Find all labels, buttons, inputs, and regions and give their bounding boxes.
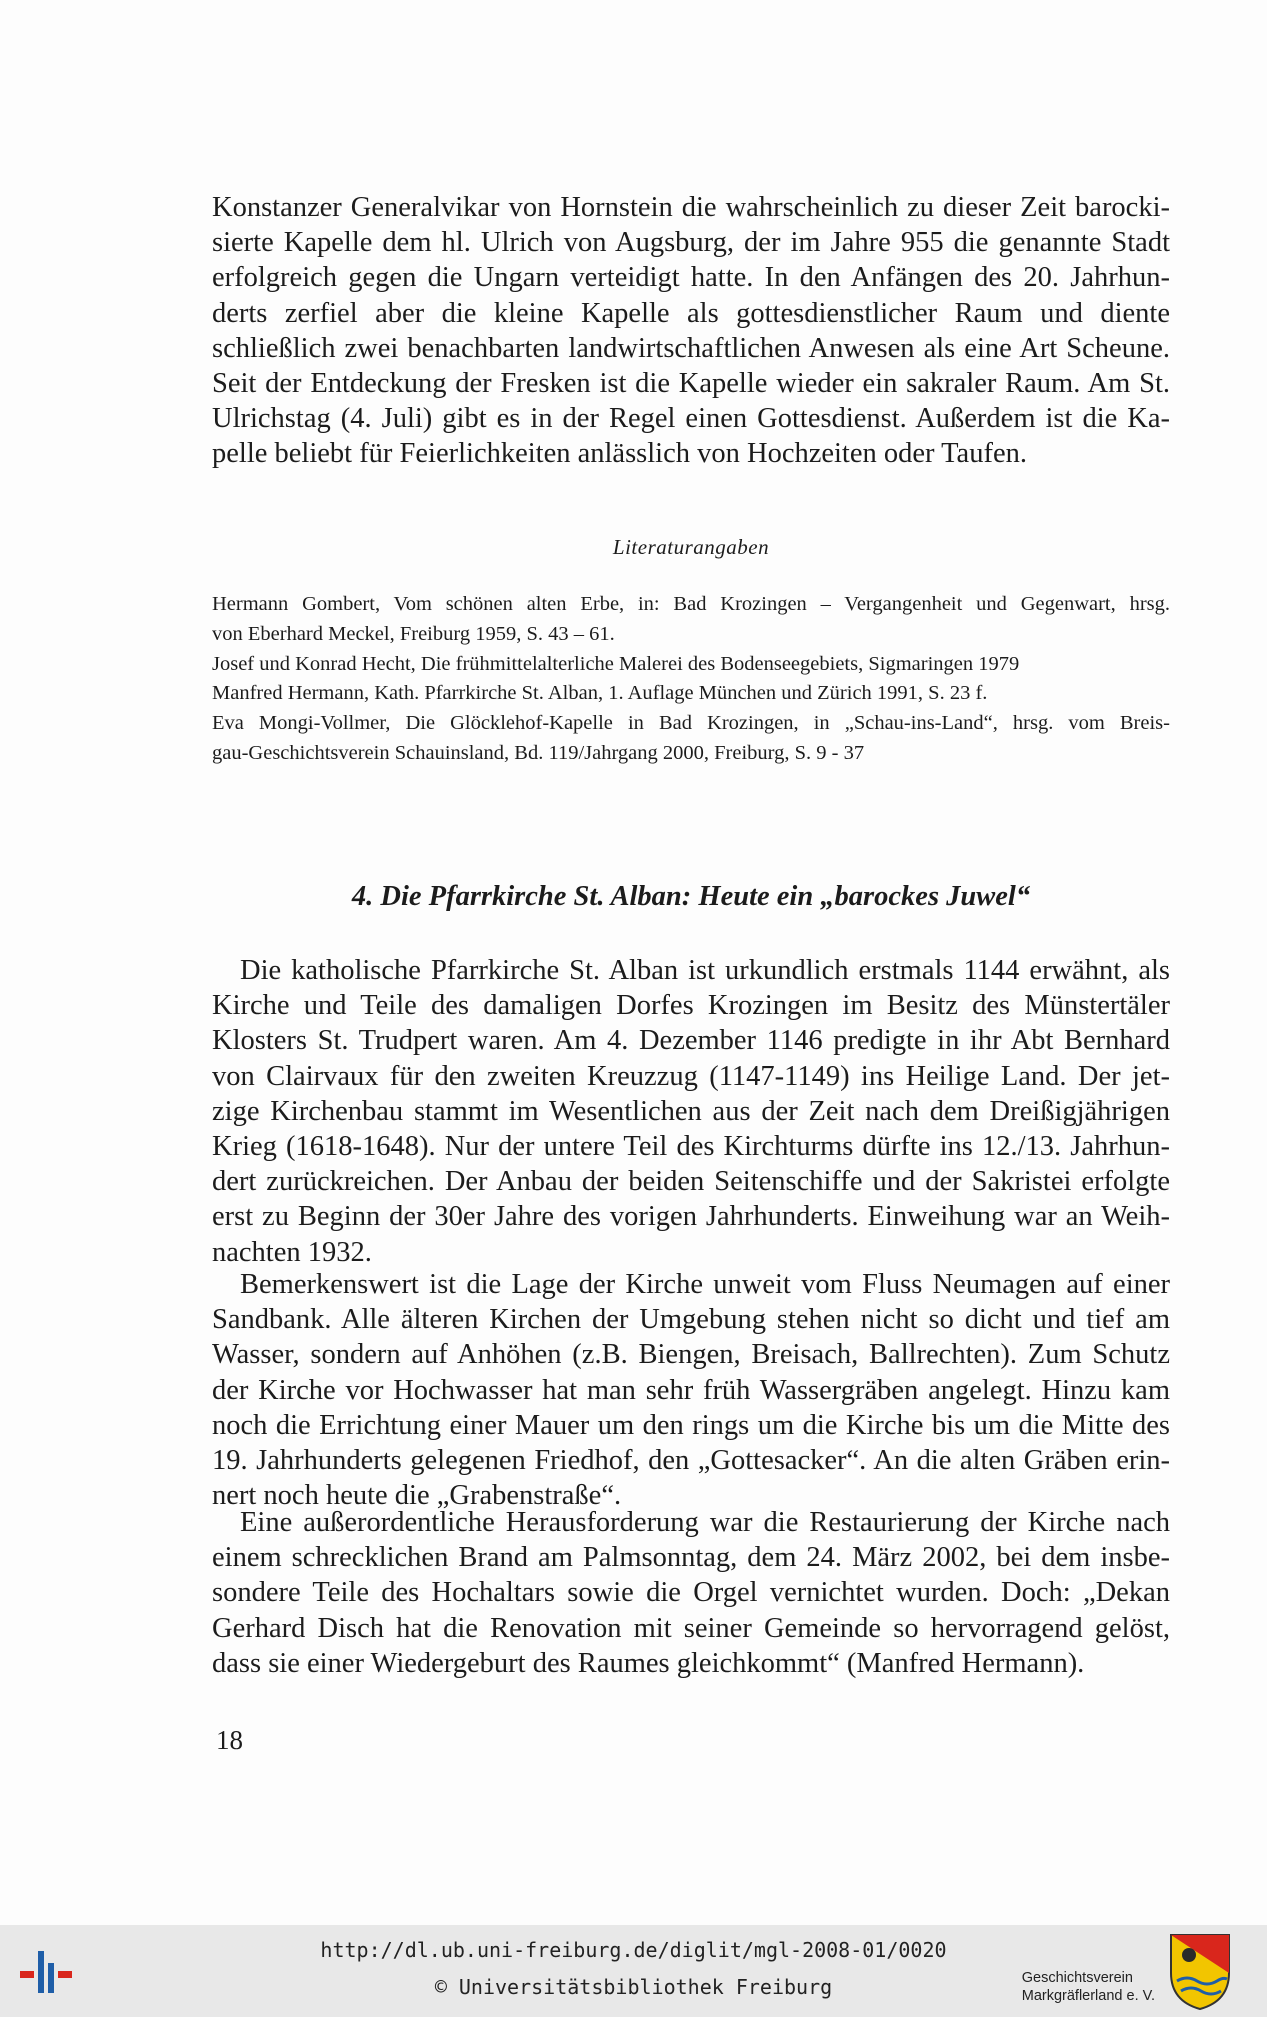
footer-url-link[interactable]: http://dl.ub.uni-freiburg.de/diglit/mgl-2008-01/0020	[320, 1938, 947, 1962]
text-line: Bemerkenswert ist die Lage der Kirche unweit vom Fluss Neumagen auf einer	[240, 1269, 1170, 1300]
coat-of-arms-icon	[1167, 1931, 1233, 2011]
text-line: derts zerfiel aber die kleine Kapelle als gottesdienstlicher Raum und diente	[212, 297, 1170, 329]
text-line: dert zurückreichen. Der Anbau der beiden Seitenschiffe und der Sakristei erfolgte	[212, 1166, 1170, 1198]
text-line: von Clairvaux für den zweiten Kreuzzug (1147-1149) ins Heilige Land. Der jet-	[212, 1060, 1170, 1092]
text-line: dass sie einer Wiedergeburt des Raumes gleichkommt“ (Manfred Hermann).	[212, 1647, 1085, 1679]
text-line: einem schrecklichen Brand am Palmsonntag, dem 24. März 2002, bei dem insbe-	[212, 1542, 1170, 1574]
text-line: nachten 1932.	[212, 1236, 372, 1268]
literature-entry: Josef und Konrad Hecht, Die frühmittelalterliche Malerei des Bodenseegebiets, Sigmaringen 1979	[212, 652, 1020, 675]
text-line: schließlich zwei benachbarten landwirtschaftlichen Anwesen als eine Art Scheune.	[212, 332, 1170, 364]
literature-entry: Eva Mongi-Vollmer, Die Glöcklehof-Kapelle in Bad Krozingen, in „Schau-ins-Land“, hrsg. vom Breis-	[212, 712, 1170, 735]
paragraph-restoration	[212, 1505, 1170, 1681]
literature-entry: von Eberhard Meckel, Freiburg 1959, S. 43 – 61.	[212, 622, 615, 645]
section-title: 4. Die Pfarrkirche St. Alban: Heute ein „barockes Juwel“	[351, 881, 1031, 912]
text-line: Die katholische Pfarrkirche St. Alban ist urkundlich erstmals 1144 erwähnt, als	[240, 955, 1170, 986]
society-line: Markgräflerland e. V.	[1021, 1988, 1155, 2004]
text-line: Gerhard Disch hat die Renovation mit seiner Gemeinde so hervorragend gelöst,	[212, 1612, 1170, 1644]
text-line: Ulrichstag (4. Juli) gibt es in der Regel einen Gottesdienst. Außerdem ist die Ka-	[212, 403, 1170, 435]
text-line: Krieg (1618-1648). Nur der untere Teil des Kirchturms dürfte ins 12./13. Jahrhun-	[212, 1131, 1170, 1163]
text-line: Sandbank. Alle älteren Kirchen der Umgebung stehen nicht so dicht und tief am	[212, 1304, 1170, 1336]
text-line: nert noch heute die „Grabenstraße“.	[212, 1480, 622, 1512]
literature-list	[212, 590, 1170, 769]
paragraph-location	[212, 1267, 1170, 1513]
literature-entry: Hermann Gombert, Vom schönen alten Erbe, in: Bad Krozingen – Vergangenheit und Gegenwart, hrsg.	[212, 593, 1170, 615]
text-line: Konstanzer Generalvikar von Hornstein die wahrscheinlich zu dieser Zeit barocki-	[212, 192, 1170, 223]
text-line: noch die Errichtung einer Mauer um den rings um die Kirche bis um die Mitte des	[212, 1409, 1170, 1441]
text-line: Wasser, sondern auf Anhöhen (z.B. Biengen, Breisach, Ballrechten). Zum Schutz	[212, 1339, 1170, 1371]
text-line: sondere Teile des Hochaltars sowie die Orgel vernichtet wurden. Doch: „Dekan	[212, 1577, 1170, 1609]
footer-bar	[0, 1925, 1267, 2017]
intro-paragraph	[212, 190, 1170, 472]
text-line: erst zu Beginn der 30er Jahre des vorigen Jahrhunderts. Einweihung war an Weih-	[212, 1201, 1170, 1233]
text-line: Seit der Entdeckung der Fresken ist die Kapelle wieder ein sakraler Raum. Am St.	[212, 368, 1170, 400]
society-name	[1022, 1969, 1155, 2005]
text-line: sierte Kapelle dem hl. Ulrich von Augsburg, der im Jahre 955 die genannte Stadt	[212, 227, 1170, 259]
page-number: 18	[216, 1725, 243, 1755]
literature-heading: Literaturangaben	[612, 535, 770, 559]
text-line: zige Kirchenbau stammt im Wesentlichen aus der Zeit nach dem Dreißigjährigen	[212, 1095, 1170, 1127]
text-line: Klosters St. Trudpert waren. Am 4. Dezember 1146 predigte in ihr Abt Bernhard	[212, 1025, 1170, 1057]
literature-entry: gau-Geschichtsverein Schauinsland, Bd. 119/Jahrgang 2000, Freiburg, S. 9 - 37	[212, 741, 865, 764]
text-line: der Kirche vor Hochwasser hat man sehr früh Wassergräben angelegt. Hinzu kam	[212, 1374, 1170, 1406]
footer-copyright: © Universitätsbibliothek Freiburg	[434, 1975, 833, 1999]
text-line: erfolgreich gegen die Ungarn verteidigt hatte. In den Anfängen des 20. Jahrhun-	[212, 262, 1170, 294]
text-line: pelle beliebt für Feierlichkeiten anlässlich von Hochzeiten oder Taufen.	[212, 438, 1027, 470]
paragraph-history	[212, 953, 1170, 1270]
society-line: Geschichtsverein	[1021, 1970, 1133, 1986]
literature-entry: Manfred Hermann, Kath. Pfarrkirche St. Alban, 1. Auflage München und Zürich 1991, S. 23 f.	[212, 682, 988, 705]
text-line: 19. Jahrhunderts gelegenen Friedhof, den „Gottesacker“. An die alten Gräben erin-	[212, 1445, 1170, 1477]
text-line: Eine außerordentliche Herausforderung war die Restaurierung der Kirche nach	[240, 1507, 1170, 1538]
text-line: Kirche und Teile des damaligen Dorfes Krozingen im Besitz des Münstertäler	[212, 990, 1170, 1022]
